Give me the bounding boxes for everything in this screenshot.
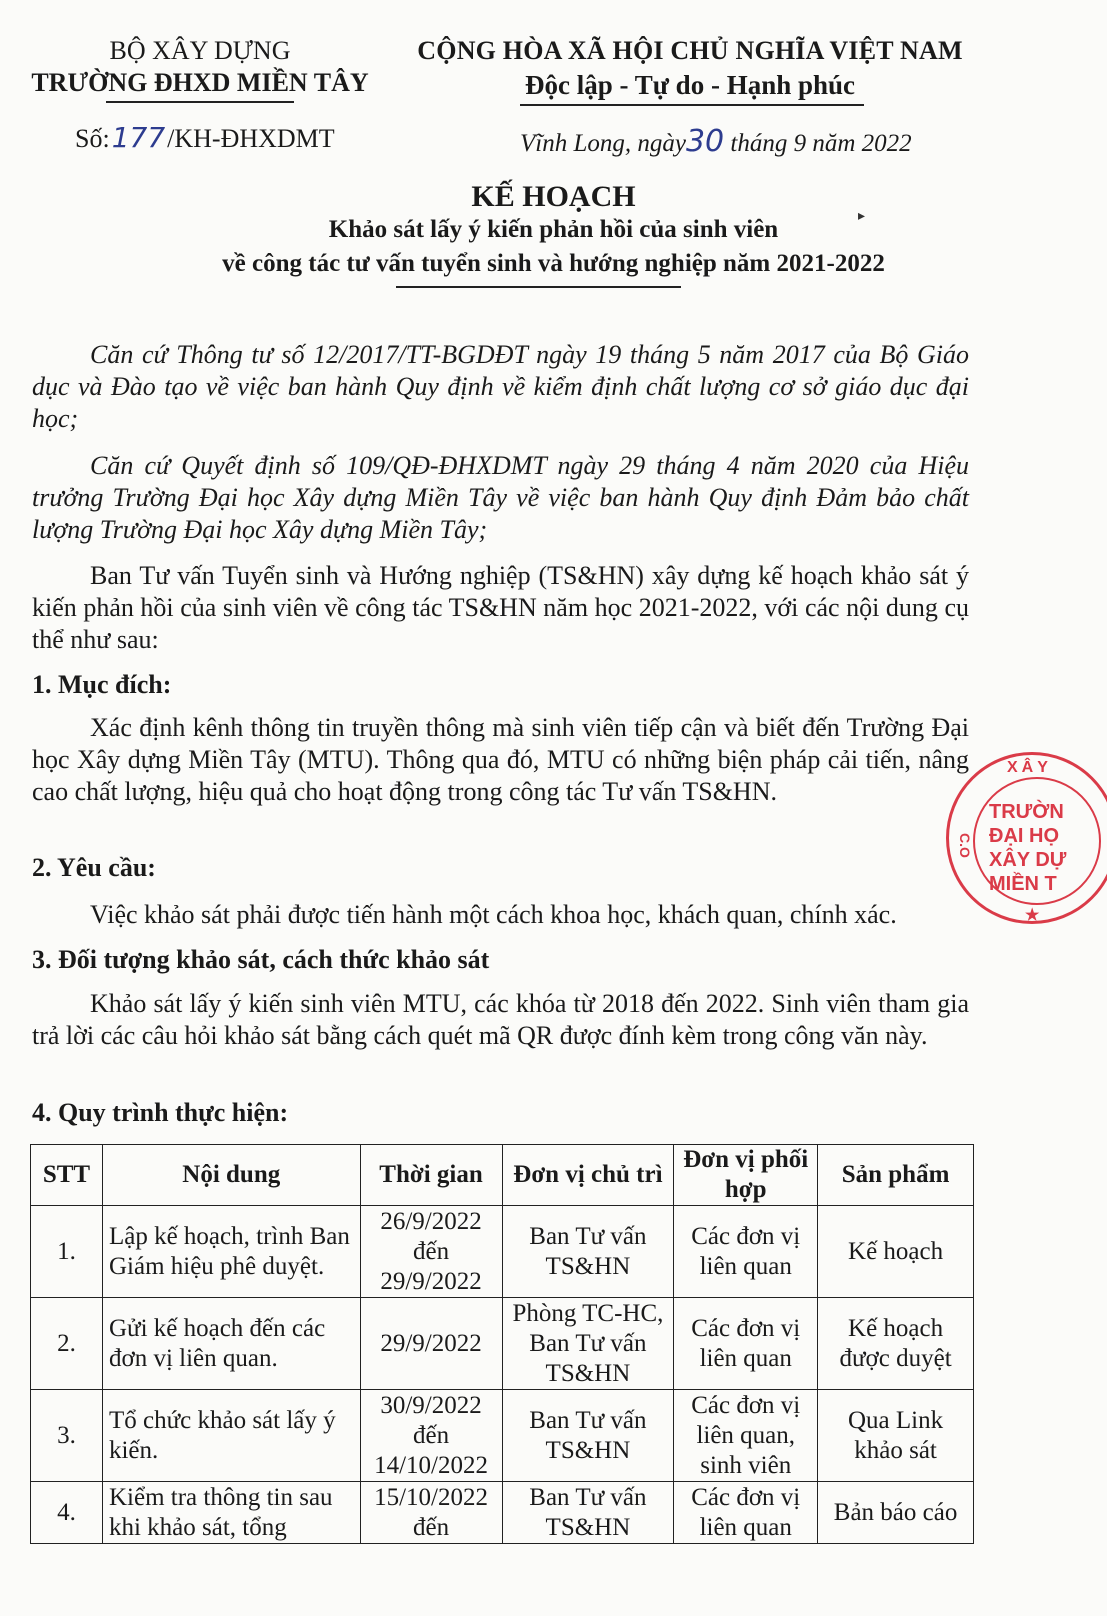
- cell-time: 30/9/2022 đến 14/10/2022: [360, 1390, 502, 1482]
- school-underline: [106, 101, 294, 103]
- seal-arc-text: XÂY: [1007, 759, 1052, 776]
- seal-line-2: ĐẠI HỌ: [989, 825, 1059, 847]
- cell-time: 29/9/2022: [360, 1298, 502, 1390]
- seal-line-4: MIỀN T: [989, 873, 1057, 895]
- date-prefix: Vĩnh Long, ngày: [520, 130, 686, 157]
- cell-lead-unit: Ban Tư vấn TS&HN: [502, 1206, 674, 1298]
- seal-side-text: C.O: [957, 833, 973, 858]
- legal-basis-circular: Căn cứ Thông tư số 12/2017/TT-BGDĐT ngày 19 tháng 5 năm 2017 của Bộ Giáo dục và Đào tạo về việc ban hành Quy định về kiểm định chất lượng cơ sở giáo dục đại học;: [32, 340, 969, 433]
- republic-title: CỘNG HÒA XÃ HỘI CHỦ NGHĨA VIỆT NAM: [417, 36, 963, 65]
- cell-lead-unit: Ban Tư vấn TS&HN: [502, 1482, 674, 1544]
- official-seal: [946, 752, 1107, 924]
- table-header-row: [31, 1145, 974, 1206]
- date-suffix: tháng 9 năm 2022: [724, 130, 912, 157]
- header-stt: STT: [31, 1145, 103, 1206]
- cell-coop-unit: Các đơn vị liên quan: [674, 1482, 818, 1544]
- section-heading-procedure: 4. Quy trình thực hiện:: [32, 1098, 289, 1127]
- document-number: [75, 121, 335, 154]
- document-title: KẾ HOẠCH: [471, 180, 636, 213]
- table-row: [31, 1390, 974, 1482]
- cell-time: 26/9/2022 đến 29/9/2022: [360, 1206, 502, 1298]
- procedure-table: [30, 1144, 974, 1544]
- section-heading-requirements: 2. Yêu cầu:: [32, 853, 156, 882]
- purpose-paragraph: Xác định kênh thông tin truyền thông mà sinh viên tiếp cận và biết đến Trường Đại học Xây dựng Miền Tây (MTU). Thông qua đó, MTU có những biện pháp cải tiến, nâng cao chất lượng, hiệu quả cho hoạt động trong công tác Tư vấn TS&HN.: [32, 713, 969, 806]
- cell-coop-unit: Các đơn vị liên quan: [674, 1298, 818, 1390]
- cell-product: Kế hoạch: [818, 1206, 974, 1298]
- doc-number-suffix: /KH-ĐHXDMT: [167, 124, 335, 153]
- header-time: Thời gian: [360, 1145, 502, 1206]
- date-day-handwritten: 30: [685, 124, 725, 159]
- table-row: [31, 1206, 974, 1298]
- cell-lead-unit: Ban Tư vấn TS&HN: [502, 1390, 674, 1482]
- cell-stt: 4.: [31, 1482, 103, 1544]
- section-heading-purpose: 1. Mục đích:: [32, 670, 172, 699]
- cell-content: Lập kế hoạch, trình Ban Giám hiệu phê duyệt.: [102, 1206, 360, 1298]
- document-subtitle-line1: Khảo sát lấy ý kiến phản hồi của sinh viên: [328, 216, 779, 243]
- cell-stt: 1.: [31, 1206, 103, 1298]
- header-coop-unit: Đơn vị phối hợp: [674, 1145, 818, 1206]
- cell-coop-unit: Các đơn vị liên quan, sinh viên: [674, 1390, 818, 1482]
- cell-stt: 3.: [31, 1390, 103, 1482]
- cell-product: Kế hoạch được duyệt: [818, 1298, 974, 1390]
- seal-line-1: TRƯỜN: [989, 801, 1064, 823]
- cell-lead-unit: Phòng TC-HC, Ban Tư vấn TS&HN: [502, 1298, 674, 1390]
- cell-time: 15/10/2022 đến: [360, 1482, 502, 1544]
- national-motto: Độc lập - Tự do - Hạnh phúc: [524, 70, 856, 100]
- table-row: [31, 1482, 974, 1544]
- doc-number-prefix: Số:: [75, 124, 110, 153]
- header-lead-unit: Đơn vị chủ trì: [502, 1145, 674, 1206]
- intro-paragraph: Ban Tư vấn Tuyển sinh và Hướng nghiệp (TS&HN) xây dựng kế hoạch khảo sát ý kiến phản hồi của sinh viên về công tác TS&HN năm học 2021-2022, với các nội dung cụ thể như sau:: [32, 561, 969, 654]
- requirements-paragraph: Việc khảo sát phải được tiến hành một cách khoa học, khách quan, chính xác.: [90, 900, 897, 929]
- document-subtitle-line2: về công tác tư vấn tuyển sinh và hướng nghiệp năm 2021-2022: [222, 250, 885, 277]
- header-content: Nội dung: [102, 1145, 360, 1206]
- cell-product: Qua Link khảo sát: [818, 1390, 974, 1482]
- section-heading-subjects: 3. Đối tượng khảo sát, cách thức khảo sát: [32, 945, 490, 974]
- ink-mark: ▸: [858, 209, 866, 224]
- seal-star-icon: ★: [1025, 907, 1040, 924]
- cell-product: Bản báo cáo: [818, 1482, 974, 1544]
- motto-underline: [520, 104, 864, 106]
- doc-number-handwritten: 177: [111, 121, 166, 154]
- title-underline: [396, 286, 681, 288]
- cell-content: Gửi kế hoạch đến các đơn vị liên quan.: [102, 1298, 360, 1390]
- place-and-date: [520, 124, 912, 159]
- ministry-name: BỘ XÂY DỰNG: [109, 36, 291, 65]
- cell-stt: 2.: [31, 1298, 103, 1390]
- table-row: [31, 1298, 974, 1390]
- header-product: Sản phẩm: [818, 1145, 974, 1206]
- cell-content: Kiểm tra thông tin sau khi khảo sát, tổng: [102, 1482, 360, 1544]
- cell-content: Tổ chức khảo sát lấy ý kiến.: [102, 1390, 360, 1482]
- cell-coop-unit: Các đơn vị liên quan: [674, 1206, 818, 1298]
- subjects-paragraph: Khảo sát lấy ý kiến sinh viên MTU, các khóa từ 2018 đến 2022. Sinh viên tham gia trả lời các câu hỏi khảo sát bằng cách quét mã QR được đính kèm trong công văn này.: [32, 989, 969, 1050]
- school-name: TRƯỜNG ĐHXD MIỀN TÂY: [31, 68, 369, 97]
- legal-basis-decision: Căn cứ Quyết định số 109/QĐ-ĐHXDMT ngày 29 tháng 4 năm 2020 của Hiệu trưởng Trường Đại học Xây dựng Miền Tây về việc ban hành Quy định Đảm bảo chất lượng Trường Đại học Xây dựng Miền Tây;: [32, 451, 969, 544]
- seal-line-3: XÂY DỰ: [989, 849, 1067, 871]
